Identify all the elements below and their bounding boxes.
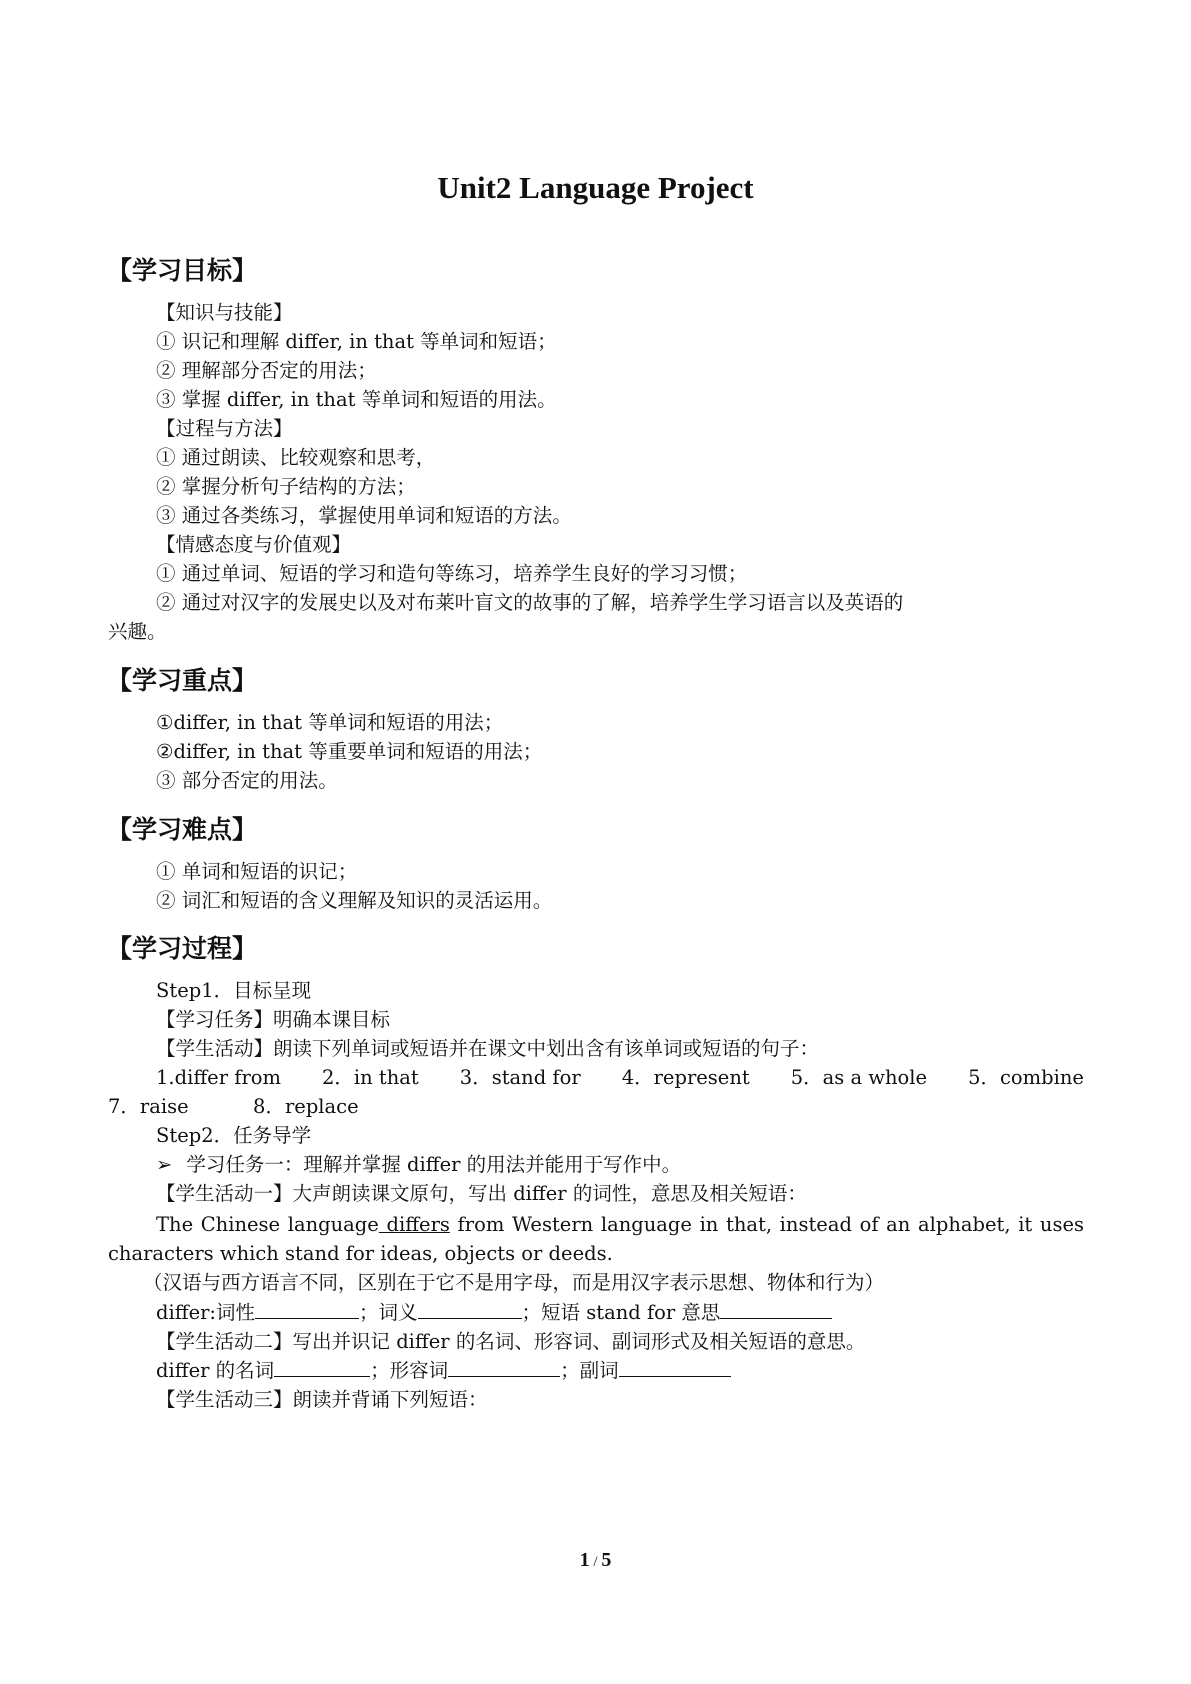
list-item: ② 掌握分析句子结构的方法； bbox=[156, 475, 416, 498]
blank-field[interactable] bbox=[255, 1299, 359, 1319]
page-number bbox=[0, 1546, 1191, 1576]
fill-blank-line2 bbox=[156, 1356, 731, 1386]
example-sentence-line1 bbox=[156, 1210, 1084, 1240]
blank-field[interactable] bbox=[619, 1357, 731, 1377]
list-item: ① 单词和短语的识记； bbox=[156, 860, 358, 883]
subheading-process: 【过程与方法】 bbox=[156, 417, 293, 440]
sentence-underlined: differs bbox=[378, 1213, 450, 1236]
word-item: 4．represent bbox=[621, 1066, 750, 1089]
blank-field[interactable] bbox=[448, 1357, 560, 1377]
translation: （汉语与西方语言不同，区别在于它不是用字母，而是用汉字表示思想、物体和行为） bbox=[143, 1271, 885, 1294]
page-separator: / bbox=[589, 1554, 602, 1570]
fill-label: ；副词 bbox=[560, 1359, 619, 1382]
section-heading-objectives: 【学习目标】 bbox=[107, 256, 258, 285]
sentence-part: The Chinese language bbox=[156, 1213, 379, 1236]
word-item: 8．replace bbox=[253, 1095, 359, 1118]
fill-label: differ:词性 bbox=[156, 1301, 256, 1324]
list-item: ② 理解部分否定的用法； bbox=[156, 359, 377, 382]
list-item: ② 通过对汉字的发展史以及对布莱叶盲文的故事的了解，培养学生学习语言以及英语的 bbox=[156, 591, 904, 614]
word-item: 5．combine bbox=[968, 1066, 1084, 1089]
word-item: 2．in that bbox=[322, 1066, 419, 1089]
subheading-knowledge: 【知识与技能】 bbox=[156, 301, 293, 324]
blank-field[interactable] bbox=[274, 1357, 370, 1377]
activity-label: 【学生活动】朗读下列单词或短语并在课文中划出含有该单词或短语的句子： bbox=[156, 1037, 820, 1060]
word-item: 3．stand for bbox=[459, 1066, 581, 1089]
word-item: 5．as a whole bbox=[790, 1066, 928, 1089]
blank-field[interactable] bbox=[418, 1299, 522, 1319]
list-item: ① 识记和理解 differ, in that 等单词和短语； bbox=[156, 330, 557, 353]
fill-label: differ 的名词 bbox=[156, 1359, 275, 1382]
fill-label: ；词义 bbox=[359, 1301, 418, 1324]
activity2-label: 【学生活动二】写出并识记 differ 的名词、形容词、副词形式及相关短语的意思。 bbox=[156, 1330, 866, 1353]
arrow-icon: ➢ bbox=[156, 1153, 173, 1176]
list-item: ②differ, in that 等重要单词和短语的用法； bbox=[156, 740, 543, 763]
word-list bbox=[156, 1063, 1084, 1093]
list-item: ③ 掌握 differ, in that 等单词和短语的用法。 bbox=[156, 388, 557, 411]
list-item: ② 词汇和短语的含义理解及知识的灵活运用。 bbox=[156, 889, 553, 912]
section-heading-process: 【学习过程】 bbox=[107, 934, 258, 963]
blank-field[interactable] bbox=[720, 1299, 832, 1319]
activity3-label: 【学生活动三】朗读并背诵下列短语： bbox=[156, 1388, 488, 1411]
list-item: ③ 部分否定的用法。 bbox=[156, 769, 338, 792]
fill-label: ；短语 stand for 意思 bbox=[521, 1301, 721, 1324]
current-page: 1 bbox=[579, 1549, 590, 1571]
step1-label: Step1．目标呈现 bbox=[156, 979, 312, 1002]
activity1-label: 【学生活动一】大声朗读课文原句，写出 differ 的词性，意思及相关短语： bbox=[156, 1182, 807, 1205]
sentence-part: from Western language in that, instead of an alphabet, it uses bbox=[449, 1213, 1084, 1236]
word-list-row2 bbox=[108, 1092, 359, 1122]
list-item: ① 通过朗读、比较观察和思考， bbox=[156, 446, 436, 469]
word-item: 1.differ from bbox=[156, 1066, 282, 1089]
subheading-attitude: 【情感态度与价值观】 bbox=[156, 533, 352, 556]
list-item: ③ 通过各类练习，掌握使用单词和短语的方法。 bbox=[156, 504, 572, 527]
section-heading-key-points: 【学习重点】 bbox=[107, 666, 258, 695]
page-title: Unit2 Language Project bbox=[437, 170, 754, 205]
task-label: 【学习任务】明确本课目标 bbox=[156, 1008, 391, 1031]
step2-label: Step2．任务导学 bbox=[156, 1124, 312, 1147]
task1-line bbox=[156, 1150, 681, 1180]
list-item-continuation: 兴趣。 bbox=[108, 620, 167, 643]
fill-label: ；形容词 bbox=[370, 1359, 449, 1382]
total-pages: 5 bbox=[601, 1549, 612, 1571]
task1-text: 学习任务一：理解并掌握 differ 的用法并能用于写作中。 bbox=[186, 1153, 682, 1176]
fill-blank-line1 bbox=[156, 1298, 832, 1328]
list-item: ①differ, in that 等单词和短语的用法； bbox=[156, 711, 504, 734]
list-item: ① 通过单词、短语的学习和造句等练习，培养学生良好的学习习惯； bbox=[156, 562, 748, 585]
word-item: 7．raise bbox=[108, 1095, 189, 1118]
example-sentence-line2: characters which stand for ideas, objects or deeds. bbox=[108, 1242, 613, 1265]
section-heading-difficulties: 【学习难点】 bbox=[107, 815, 258, 844]
